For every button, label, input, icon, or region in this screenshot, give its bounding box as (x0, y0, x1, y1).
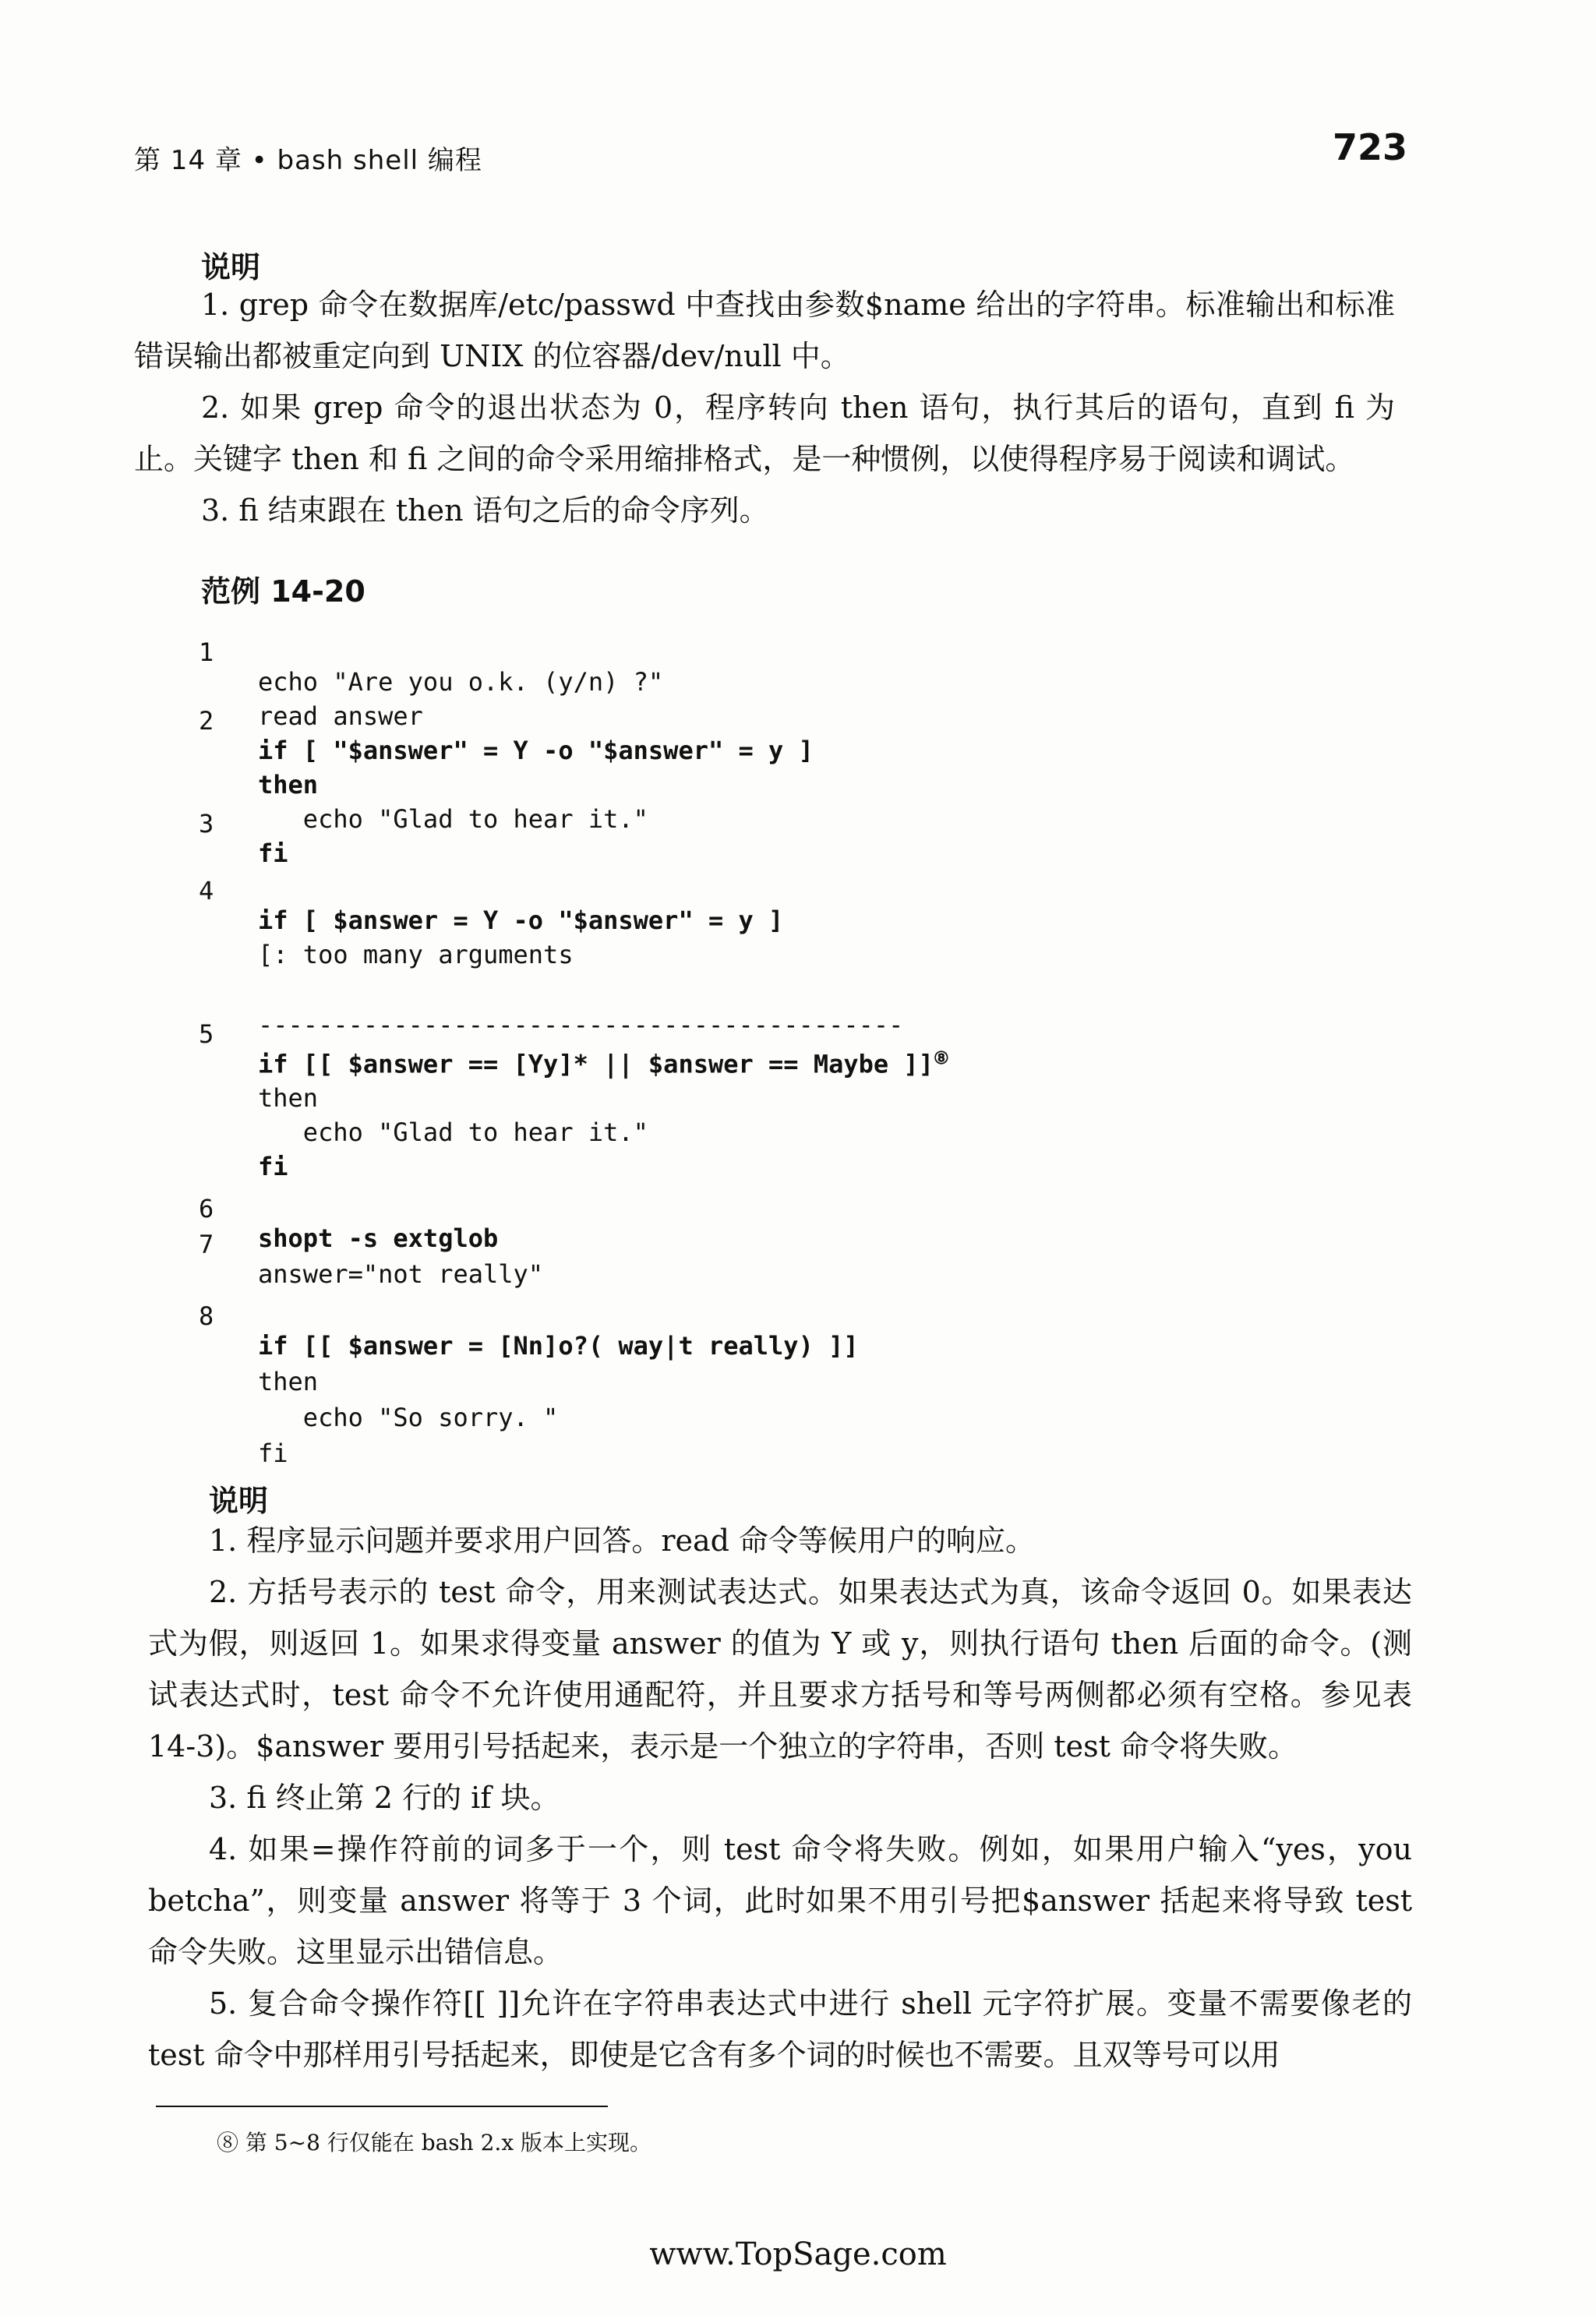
line-number: 2 (199, 706, 214, 736)
footer-website: www.TopSage.com (649, 2237, 947, 2272)
page-number: 723 (1333, 126, 1408, 168)
code-text: echo "Are you o.k. (y/n) ?" (258, 667, 664, 697)
explanation1-paragraph-1: 1. grep 命令在数据库/etc/passwd 中查找由参数$name 给出的字符串。标准输出和标准错误输出都被重定向到 UNIX 的位容器/dev/null 中。 (134, 288, 1395, 373)
explanation-heading-2: 说明 (209, 1484, 269, 1518)
code-text-main: if [[ $answer == [Yy]* || $answer == Maybe ]] (258, 1049, 934, 1079)
footnote-marker: ⑧ (933, 1049, 949, 1068)
footnote-rule (156, 2106, 608, 2107)
running-header: 第 14 章 • bash shell 编程 (134, 145, 482, 176)
code-text: then (258, 1083, 319, 1113)
footnote: ⑧ 第 5~8 行仅能在 bash 2.x 版本上实现。 (217, 2130, 652, 2155)
code-text: then (258, 770, 319, 800)
code-text: ------------------------------------------- (258, 1010, 904, 1040)
code-line (199, 846, 784, 935)
code-text: echo "So sorry. " (258, 1403, 559, 1432)
code-line (199, 642, 423, 731)
explanation2-paragraph-5: 5. 复合命令操作符[[ ]]允许在字符串表达式中进行 shell 元字符扩展。变量不需要像老的 test 命令中那样用引号括起来，即使是它含有多个词的时候也不需要。且双等号可以用 (148, 1986, 1412, 2072)
code-line (199, 990, 949, 1079)
line-number: 4 (199, 876, 214, 906)
code-line (199, 779, 289, 868)
code-line (199, 1024, 319, 1113)
code-text (258, 1049, 949, 1079)
code-line (199, 608, 664, 697)
line-number: 8 (199, 1301, 214, 1331)
code-text: fi (258, 1152, 288, 1181)
code-line (199, 1164, 499, 1253)
explanation2-paragraph-3: 3. fi 终止第 2 行的 if 块。 (209, 1781, 560, 1815)
code-text: answer="not really" (258, 1259, 544, 1289)
code-text: shopt -s extglob (258, 1223, 499, 1253)
line-number: 3 (199, 809, 214, 838)
example-title: 范例 14-20 (201, 574, 365, 609)
code-text: fi (258, 838, 288, 868)
code-text: [: too many arguments (258, 940, 574, 969)
code-line (199, 711, 319, 800)
line-number: 5 (199, 1019, 214, 1049)
explanation2-paragraph-2: 2. 方括号表示的 test 命令，用来测试表达式。如果表达式为真，该命令返回 0。如果表达式为假，则返回 1。如果求得变量 answer 的值为 Y 或 y，则执行语句 then 后面的命令。(测试表达式时，test 命令不允许使用通配符，并且要求方括号和等号两侧都必须有空格。参见表 14-3)。$answer 要用引号括起来，表示是一个独立的字符串，否则 test 命令将失败。 (148, 1575, 1412, 1763)
code-text: echo "Glad to hear it." (258, 804, 648, 834)
code-text: if [ "$answer" = Y -o "$answer" = y ] (258, 736, 814, 765)
code-text: fi (258, 1439, 288, 1468)
code-text: then (258, 1367, 319, 1396)
code-line (199, 1093, 289, 1181)
code-text: if [ $answer = Y -o "$answer" = y ] (258, 906, 784, 935)
explanation-heading-1: 说明 (201, 250, 261, 284)
code-text: read answer (258, 701, 423, 731)
explanation1-paragraph-3: 3. fi 结束跟在 then 语句之后的命令序列。 (201, 493, 769, 528)
line-number: 7 (199, 1230, 214, 1259)
code-line (199, 1308, 319, 1396)
explanation2-paragraph-1: 1. 程序显示问题并要求用户回答。read 命令等候用户的响应。 (209, 1523, 1036, 1558)
line-number: 6 (199, 1194, 214, 1223)
explanation1-paragraph-2: 2. 如果 grep 命令的退出状态为 0，程序转向 then 语句，执行其后的语句，直到 fi 为止。关键字 then 和 fi 之间的命令采用缩排格式，是一种惯例，以使得程序易于阅读和调试。 (134, 390, 1395, 476)
code-line (199, 1379, 289, 1468)
explanation2-paragraph-4: 4. 如果=操作符前的词多于一个，则 test 命令将失败。例如，如果用户输入“yes，you betcha”，则变量 answer 将等于 3 个词，此时如果不用引号把$answer 括起来将导致 test 命令失败。这里显示出错信息。 (148, 1832, 1412, 1969)
code-text: echo "Glad to hear it." (258, 1117, 648, 1147)
code-text: if [[ $answer = [Nn]o?( way|t really) ]] (258, 1331, 859, 1361)
line-number: 1 (199, 637, 214, 667)
